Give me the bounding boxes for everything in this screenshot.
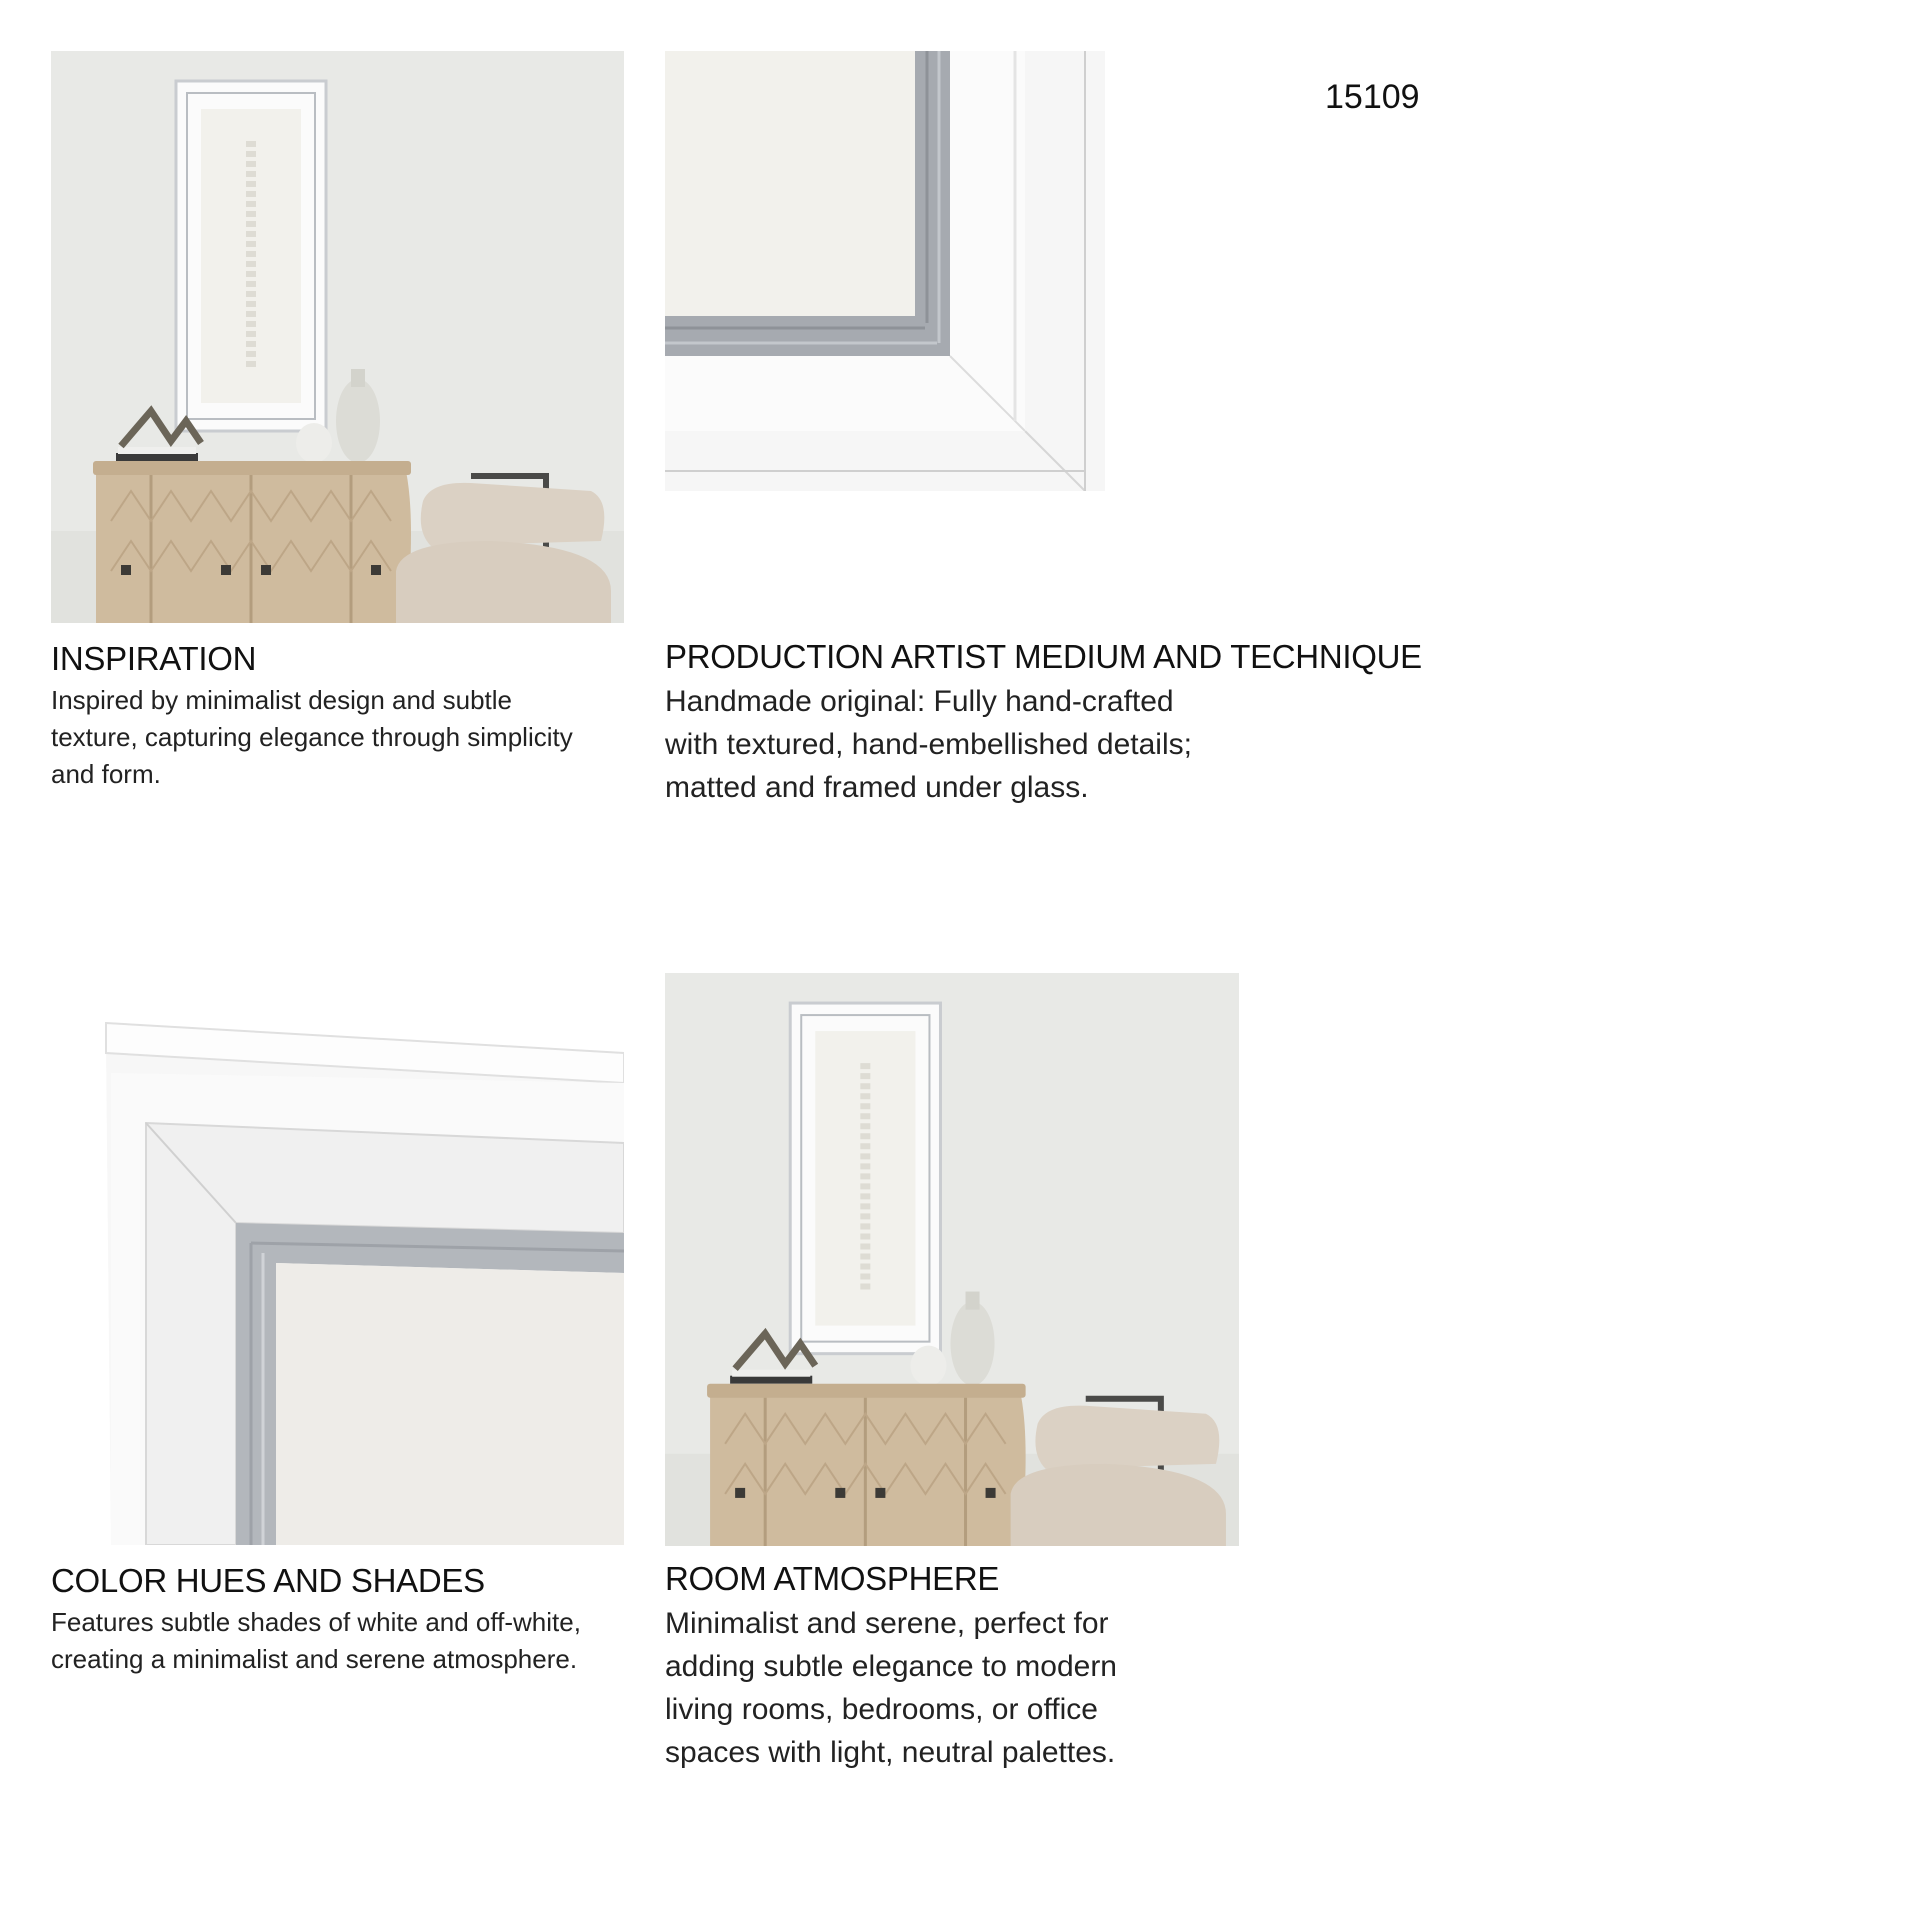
inspiration-line: Inspired by minimalist design and subtle — [51, 685, 513, 715]
color-heading: COLOR HUES AND SHADES — [51, 1562, 485, 1599]
frame-corner-closeup-photo — [665, 51, 1105, 491]
production-text — [665, 680, 1565, 809]
product-sku: 15109 — [1325, 78, 1420, 116]
room-atmosphere-text — [665, 1602, 1365, 1774]
inspiration-heading: INSPIRATION — [51, 640, 257, 677]
production-section — [665, 638, 1565, 809]
production-heading: PRODUCTION ARTIST MEDIUM AND TECHNIQUE — [665, 638, 1422, 675]
color-text — [51, 1604, 651, 1678]
inspiration-line: texture, capturing elegance through simplicity — [51, 722, 573, 752]
color-line: Features subtle shades of white and off-white, — [51, 1607, 581, 1637]
room-atmosphere-line: living rooms, bedrooms, or office — [665, 1693, 1098, 1726]
room-atmosphere-heading: ROOM ATMOSPHERE — [665, 1560, 1000, 1597]
room-atmosphere-photo — [665, 973, 1239, 1546]
color-line: creating a minimalist and serene atmosphere. — [51, 1644, 578, 1674]
room-atmosphere-line: spaces with light, neutral palettes. — [665, 1736, 1116, 1769]
production-line: with textured, hand-embellished details; — [665, 728, 1192, 761]
inspiration-room-photo — [51, 51, 624, 623]
production-line: Handmade original: Fully hand-crafted — [665, 685, 1174, 718]
room-atmosphere-line: Minimalist and serene, perfect for — [665, 1607, 1109, 1640]
room-atmosphere-section — [665, 1560, 1365, 1774]
color-section — [51, 1562, 651, 1678]
frame-edge-closeup-photo — [51, 973, 624, 1545]
inspiration-section — [51, 640, 651, 793]
inspiration-text — [51, 682, 651, 793]
inspiration-line: and form. — [51, 759, 161, 789]
production-line: matted and framed under glass. — [665, 771, 1089, 804]
room-atmosphere-line: adding subtle elegance to modern — [665, 1650, 1117, 1683]
